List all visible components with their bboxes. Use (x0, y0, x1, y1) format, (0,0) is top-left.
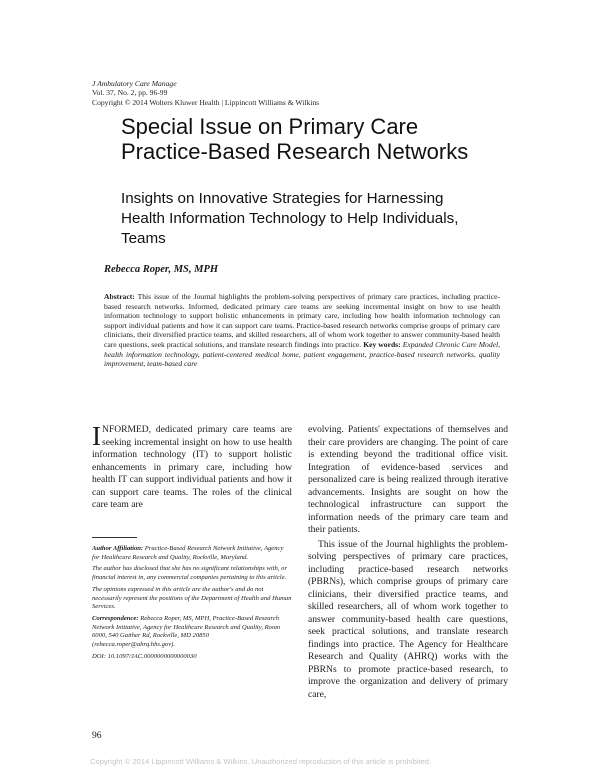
body-paragraph: This issue of the Journal highlights the problem-solving perspectives of primary care practices, including practice-based research networks (PBRNs), which comprise groups of primary care clinicians, their diversified practice teams, and skilled researchers, all of whom work together to answer community-based health care questions, seek practical solutions, and translate research findings into practice. The Agency for Healthcare Research and Quality (AHRQ) works with the PBRNs to promote practice-based research, to improve the organization and delivery of primary care, (308, 538, 508, 700)
affiliation-label: Author Affiliation: (92, 545, 144, 552)
drop-cap: I (92, 421, 101, 451)
abstract-text: This issue of the Journal highlights the problem-solving perspectives of primary care practices, including practice-based research networks. Informed, dedicated primary care teams are seeking incremental insight on how to use health information technology to support holistic enhancements in primary care, including how health information technology can support individual patients and how it can support care teams. Practice-based research networks comprise groups of primary care clinicians, their diversified practice teams, and skilled researchers, all of whom work together to answer community-based health care questions, seek practical solutions, and translate research findings into practice. (104, 292, 500, 349)
article-author: Rebecca Roper, MS, MPH (104, 264, 219, 275)
footnote-divider (92, 537, 137, 538)
page-number: 96 (92, 731, 102, 741)
opinions-note: The opinions expressed in this article are the author's and do not necessarily represent the positions of the Department of Health and Human Services. (92, 585, 292, 611)
affiliation-text: Practice-Based Research Network Initiative, Agency for Healthcare Research and Quality, Rockville, Maryland. (92, 545, 284, 561)
body-paragraph: evolving. Patients' expectations of themselves and their care providers are changing. The point of care is extending beyond the traditional office visit. Integration of evidence-based services and personalized care is being realized through iterative advancements. Insights are sought on how the technological infrastructure can support the information needs of the primary care team and their patients. (308, 424, 508, 535)
journal-header (92, 79, 319, 107)
keywords: Expanded Chronic Care Model, health information technology, patient-centered medical home, patient engagement, practice-based research networks, quality improvement, team-based care (104, 339, 501, 369)
affiliation-note (92, 545, 292, 562)
journal-volume: Vol. 37, No. 2, pp. 96-99 (92, 88, 168, 98)
author-notes (92, 545, 292, 664)
abstract-label: Abstract: (104, 292, 135, 301)
keywords-label: Key words: (363, 339, 401, 349)
article-title: Special Issue on Primary Care Practice-Based Research Networks (121, 114, 469, 164)
body-column-right (308, 424, 508, 701)
copyright-footer: Copyright © 2014 Lippincott Williams & Wilkins. Unauthorized reproduction of this article is prohibited. (90, 757, 432, 766)
journal-name: J Ambulatory Care Manage (92, 79, 177, 88)
article-subtitle: Insights on Innovative Strategies for Harnessing Health Information Technology to Help Individuals, Teams (121, 190, 459, 247)
doi-note: DOI: 10.1097/JAC.0000000000000030 (92, 652, 197, 660)
journal-copyright: Copyright © 2014 Wolters Kluwer Health | Lippincott Williams & Wilkins (92, 97, 320, 107)
correspondence-text: Rebecca Roper, MS, MPH, Practice-Based Research Network Initiative, Agency for Healthcare Research and Quality, Room 6000, 540 Gaither Rd, Rockville, MD 20850 (rebecca.roper@ahrq.hhs.gov). (92, 614, 281, 649)
body-column-left (92, 421, 292, 512)
correspondence-note (92, 615, 292, 650)
body-paragraph: NFORMED, dedicated primary care teams are seeking incremental insight on how to use health information technology (IT) to support holistic enhancements in primary care, including how health IT can support individual patients and how it can support care teams. The roles of the clinical care team are (92, 424, 292, 510)
abstract (104, 292, 500, 369)
correspondence-label: Correspondence: (92, 614, 139, 622)
disclosure-note: The author has disclosed that she has no significant relationships with, or financial interest in, any commercial companies pertaining to this article. (92, 565, 288, 582)
